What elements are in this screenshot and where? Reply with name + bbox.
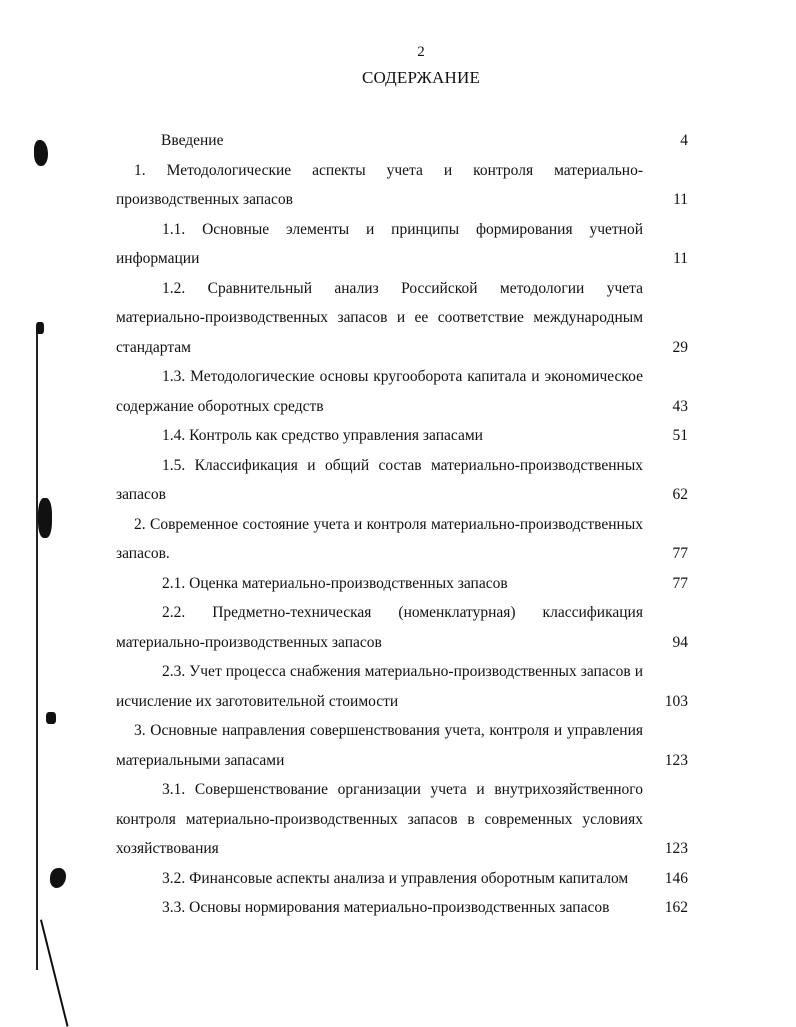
toc-entry-page: 51 <box>672 427 688 444</box>
toc-entry-text: 2. Современное состояние учета и контроля материально-производственных запасов. <box>116 515 643 562</box>
scan-artifact-stroke <box>40 920 69 1027</box>
toc-entry-text: 3.1. Совершенствование организации учета и внутрихозяйственного контроля материально-производственных запасов в современных условиях хозяйствования <box>116 781 643 857</box>
toc-entry <box>116 215 688 274</box>
toc-entry-page: 29 <box>672 338 688 356</box>
toc-entry-page: 162 <box>664 899 688 916</box>
toc-entry-text: 1.4. Контроль как средство управления запасами <box>162 427 483 444</box>
scan-artifact-blot <box>50 868 66 888</box>
toc-entry-page: 4 <box>680 132 688 149</box>
toc-entry-page: 77 <box>672 574 688 592</box>
page-title: СОДЕРЖАНИЕ <box>361 68 481 87</box>
toc-entry-page: 103 <box>664 692 688 710</box>
scan-artifact-line <box>36 330 38 970</box>
toc-entry <box>116 362 688 421</box>
scan-artifact-blot <box>38 498 52 538</box>
toc-entry-text: 2.3. Учет процесса снабжения материально-производственных запасов и исчисление их заготовительной стоимости <box>116 663 643 710</box>
toc-entry <box>116 716 688 775</box>
table-of-contents <box>116 126 688 923</box>
toc-entry-page: 62 <box>672 486 688 503</box>
toc-entry <box>116 421 688 451</box>
toc-entry <box>116 598 688 657</box>
toc-entry-page: 123 <box>664 751 688 769</box>
toc-entry-text: 1.5. Классификация и общий состав материально-производственных запасов <box>116 456 643 503</box>
toc-entry-text: 2.1. Оценка материально-производственных запасов <box>162 574 508 592</box>
toc-entry <box>116 156 688 215</box>
toc-entry <box>116 775 688 864</box>
toc-entry-text: Введение <box>161 132 224 149</box>
toc-entry-page: 123 <box>664 840 688 857</box>
scan-artifact-blot <box>36 322 44 334</box>
toc-entry-page: 11 <box>673 191 688 208</box>
toc-entry-text: 3. Основные направления совершенствования учета, контроля и управления материальными запасами <box>116 722 643 769</box>
toc-entry-text: 1. Методологические аспекты учета и контроля материально-производственных запасов <box>116 161 643 208</box>
page-number: 2 <box>417 44 425 60</box>
toc-entry-text: 1.2. Сравнительный анализ Российской методологии учета материально-производственных запасов и ее соответствие международным стандартам <box>116 279 643 356</box>
toc-entry <box>116 657 688 716</box>
toc-entry-text: 1.3. Методологические основы кругооборота капитала и экономическое содержание оборотных средств <box>116 368 643 415</box>
toc-entry-text: 2.2. Предметно-техническая (номенклатурная) классификация материально-производственных запасов <box>116 604 643 651</box>
toc-entry-page: 11 <box>673 250 688 267</box>
toc-entry-text: 1.1. Основные элементы и принципы формирования учетной информации <box>116 220 643 267</box>
toc-entry-page: 77 <box>672 545 688 562</box>
toc-entry <box>116 893 688 923</box>
toc-entry-page: 94 <box>672 633 688 651</box>
toc-entry-page: 43 <box>672 397 688 415</box>
toc-entry-page: 146 <box>664 869 688 887</box>
toc-entry <box>116 126 688 156</box>
scan-artifact-blot <box>46 712 56 724</box>
toc-entry <box>116 274 688 363</box>
toc-entry <box>116 510 688 569</box>
toc-entry <box>116 864 688 894</box>
toc-entry <box>116 451 688 510</box>
toc-entry-text: 3.2. Финансовые аспекты анализа и управления оборотным капиталом <box>162 869 629 887</box>
toc-entry <box>116 569 688 599</box>
toc-entry-text: 3.3. Основы нормирования материально-производственных запасов <box>162 899 610 916</box>
scan-artifact-blot <box>34 140 48 166</box>
